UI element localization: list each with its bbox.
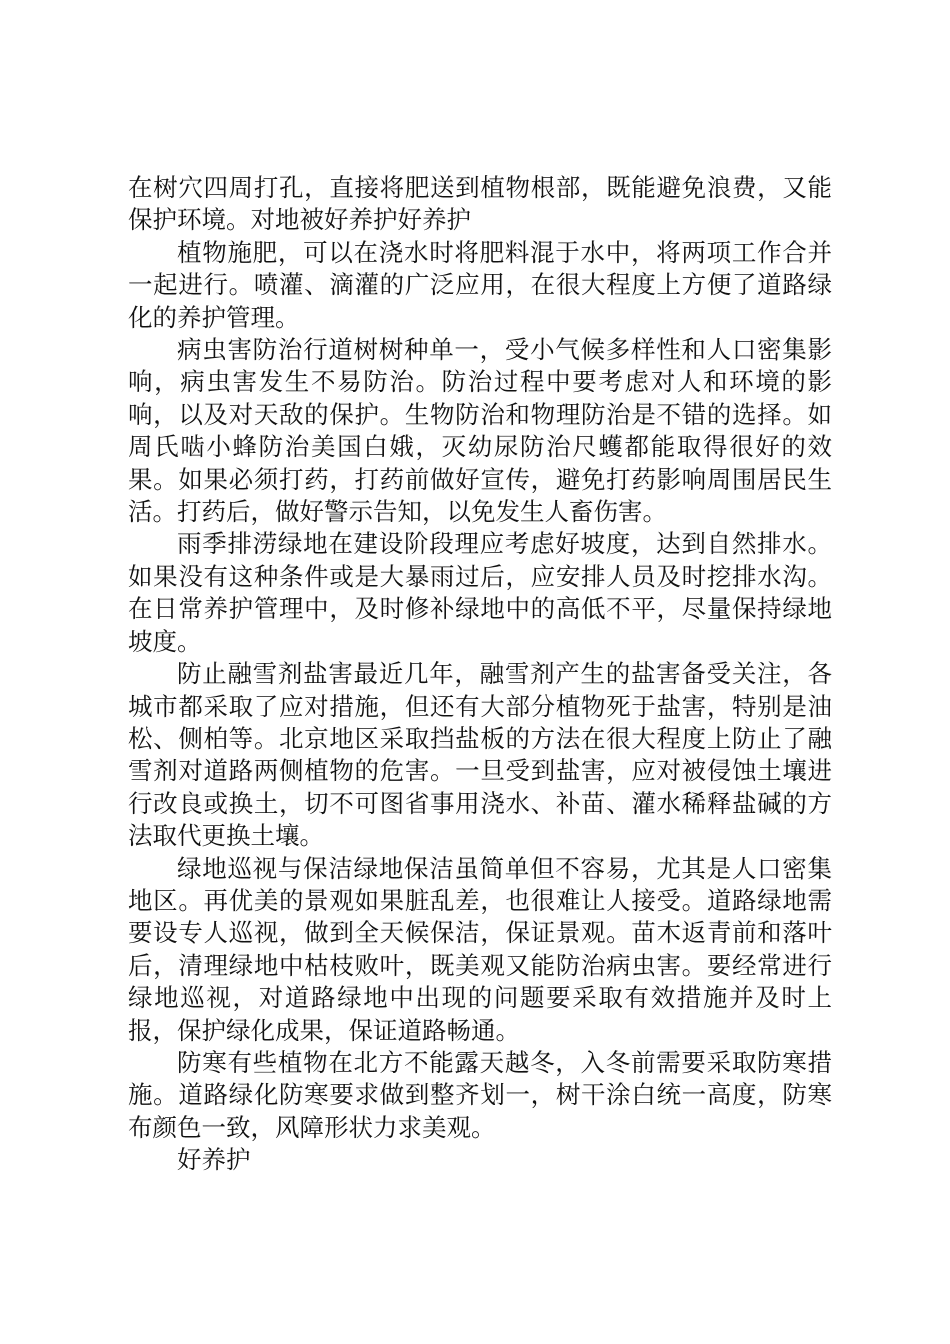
paragraph-fertilizing: 植物施肥，可以在浇水时将肥料混于水中，将两项工作合并一起进行。喷灌、滴灌的广泛应用，在很大程度上方便了道路绿化的养护管理。 (128, 237, 832, 332)
paragraph-deicing-salt: 防止融雪剂盐害最近几年，融雪剂产生的盐害备受关注，各城市都采取了应对措施，但还有大部分植物死于盐害，特别是油松、侧柏等。北京地区采取挡盐板的方法在很大程度上防止了融雪剂对道路两侧植物的危害。一旦受到盐害，应对被侵蚀土壤进行改良或换土，切不可图省事用浇水、补苗、灌水稀释盐碱的方法取代更换土壤。 (128, 659, 832, 851)
document-body (128, 172, 832, 1177)
paragraph-rainy-season-drainage: 雨季排涝绿地在建设阶段理应考虑好坡度，达到自然排水。如果没有这种条件或是大暴雨过后，应安排人员及时挖排水沟。在日常养护管理中，及时修补绿地中的高低不平，尽量保持绿地坡度。 (128, 529, 832, 656)
paragraph-pest-control: 病虫害防治行道树树种单一，受小气候多样性和人口密集影响，病虫害发生不易防治。防治过程中要考虑对人和环境的影响，以及对天敌的保护。生物防治和物理防治是不错的选择。如周氏啮小蜂防治美国白娥，灭幼尿防治尺蠖都能取得很好的效果。如果必须打药，打药前做好宣传，避免打药影响周围居民生活。打药后，做好警示告知，以免发生人畜伤害。 (128, 335, 832, 527)
paragraph-cold-protection: 防寒有些植物在北方不能露天越冬，入冬前需要采取防寒措施。道路绿化防寒要求做到整齐划一，树干涂白统一高度，防寒布颜色一致，风障形状力求美观。 (128, 1047, 832, 1142)
paragraph-closing: 好养护 (177, 1145, 251, 1175)
paragraph-patrol-cleaning: 绿地巡视与保洁绿地保洁虽简单但不容易，尤其是人口密集地区。再优美的景观如果脏乱差，也很难让人接受。道路绿地需要设专人巡视，做到全天候保洁，保证景观。苗木返青前和落叶后，清理绿地中枯枝败叶，既美观又能防治病虫害。要经常进行绿地巡视，对道路绿地中出现的问题要采取有效措施并及时上报，保护绿化成果，保证道路畅通。 (128, 853, 832, 1045)
paragraph-fertilizer-holes: 在树穴四周打孔，直接将肥送到植物根部，既能避免浪费，又能保护环境。对地被好养护好养护 (128, 173, 832, 235)
